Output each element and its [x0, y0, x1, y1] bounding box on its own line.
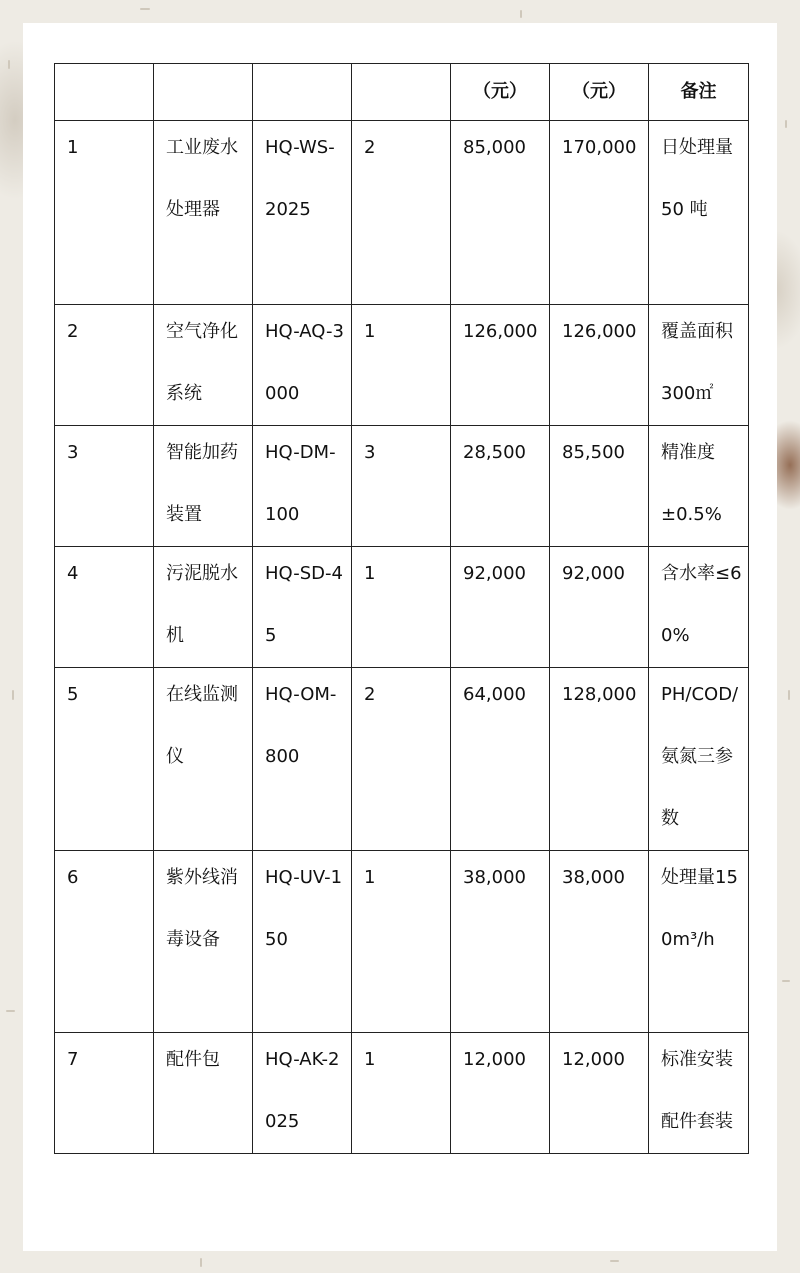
table-header-row: [55, 64, 749, 121]
cell-qty: 1: [352, 305, 451, 426]
cell-no: 2: [55, 305, 154, 426]
cell-model: HQ-DM-100: [253, 426, 352, 547]
cell-name: 空气净化系统: [154, 305, 253, 426]
background-speck: [610, 1260, 619, 1262]
cell-name: 紫外线消毒设备: [154, 851, 253, 1033]
table-row: [55, 668, 749, 851]
header-cell: [55, 64, 154, 121]
cell-remark: PH/COD/氨氮三参数: [649, 668, 749, 851]
table-row: [55, 426, 749, 547]
cell-name: 在线监测仪: [154, 668, 253, 851]
header-cell: [253, 64, 352, 121]
cell-remark: 含水率≤60%: [649, 547, 749, 668]
background-speck: [788, 690, 790, 700]
cell-no: 7: [55, 1033, 154, 1154]
cell-no: 5: [55, 668, 154, 851]
cell-total: 85,500: [550, 426, 649, 547]
document-sheet: [23, 23, 777, 1251]
cell-remark: 精准度±0.5%: [649, 426, 749, 547]
header-cell-total: （元）: [550, 64, 649, 121]
cell-name: 污泥脱水机: [154, 547, 253, 668]
header-cell-unit-price: （元）: [451, 64, 550, 121]
cell-total: 170,000: [550, 121, 649, 305]
equipment-table: [54, 63, 749, 1154]
cell-total: 128,000: [550, 668, 649, 851]
background-speck: [140, 8, 150, 10]
background-speck: [520, 10, 522, 18]
header-cell: [352, 64, 451, 121]
cell-model: HQ-OM-800: [253, 668, 352, 851]
cell-model: HQ-UV-150: [253, 851, 352, 1033]
cell-model: HQ-SD-45: [253, 547, 352, 668]
header-cell-remark: 备注: [649, 64, 749, 121]
cell-unit-price: 64,000: [451, 668, 550, 851]
cell-model: HQ-AQ-3000: [253, 305, 352, 426]
background-speck: [12, 690, 14, 700]
background-speck: [785, 120, 787, 128]
background-speck: [6, 1010, 15, 1012]
cell-qty: 1: [352, 1033, 451, 1154]
cell-name: 智能加药装置: [154, 426, 253, 547]
background-speck: [8, 60, 10, 69]
cell-no: 6: [55, 851, 154, 1033]
table-row: [55, 547, 749, 668]
table-row: [55, 121, 749, 305]
table-row: [55, 305, 749, 426]
cell-model: HQ-AK-2025: [253, 1033, 352, 1154]
cell-total: 126,000: [550, 305, 649, 426]
cell-remark: 处理量150m³/h: [649, 851, 749, 1033]
cell-no: 4: [55, 547, 154, 668]
table-row: [55, 851, 749, 1033]
table-row: [55, 1033, 749, 1154]
cell-total: 38,000: [550, 851, 649, 1033]
cell-qty: 1: [352, 547, 451, 668]
cell-model: HQ-WS-2025: [253, 121, 352, 305]
cell-unit-price: 92,000: [451, 547, 550, 668]
header-cell: [154, 64, 253, 121]
cell-no: 1: [55, 121, 154, 305]
cell-no: 3: [55, 426, 154, 547]
cell-remark: 覆盖面积300㎡: [649, 305, 749, 426]
cell-remark: 日处理量50 吨: [649, 121, 749, 305]
cell-unit-price: 12,000: [451, 1033, 550, 1154]
cell-unit-price: 38,000: [451, 851, 550, 1033]
cell-total: 92,000: [550, 547, 649, 668]
cell-name: 配件包: [154, 1033, 253, 1154]
background-speck: [782, 980, 790, 982]
cell-qty: 2: [352, 121, 451, 305]
cell-qty: 2: [352, 668, 451, 851]
cell-unit-price: 126,000: [451, 305, 550, 426]
cell-qty: 3: [352, 426, 451, 547]
cell-name: 工业废水处理器: [154, 121, 253, 305]
cell-total: 12,000: [550, 1033, 649, 1154]
cell-unit-price: 85,000: [451, 121, 550, 305]
cell-unit-price: 28,500: [451, 426, 550, 547]
cell-qty: 1: [352, 851, 451, 1033]
background-speck: [200, 1258, 202, 1267]
cell-remark: 标准安装配件套装: [649, 1033, 749, 1154]
